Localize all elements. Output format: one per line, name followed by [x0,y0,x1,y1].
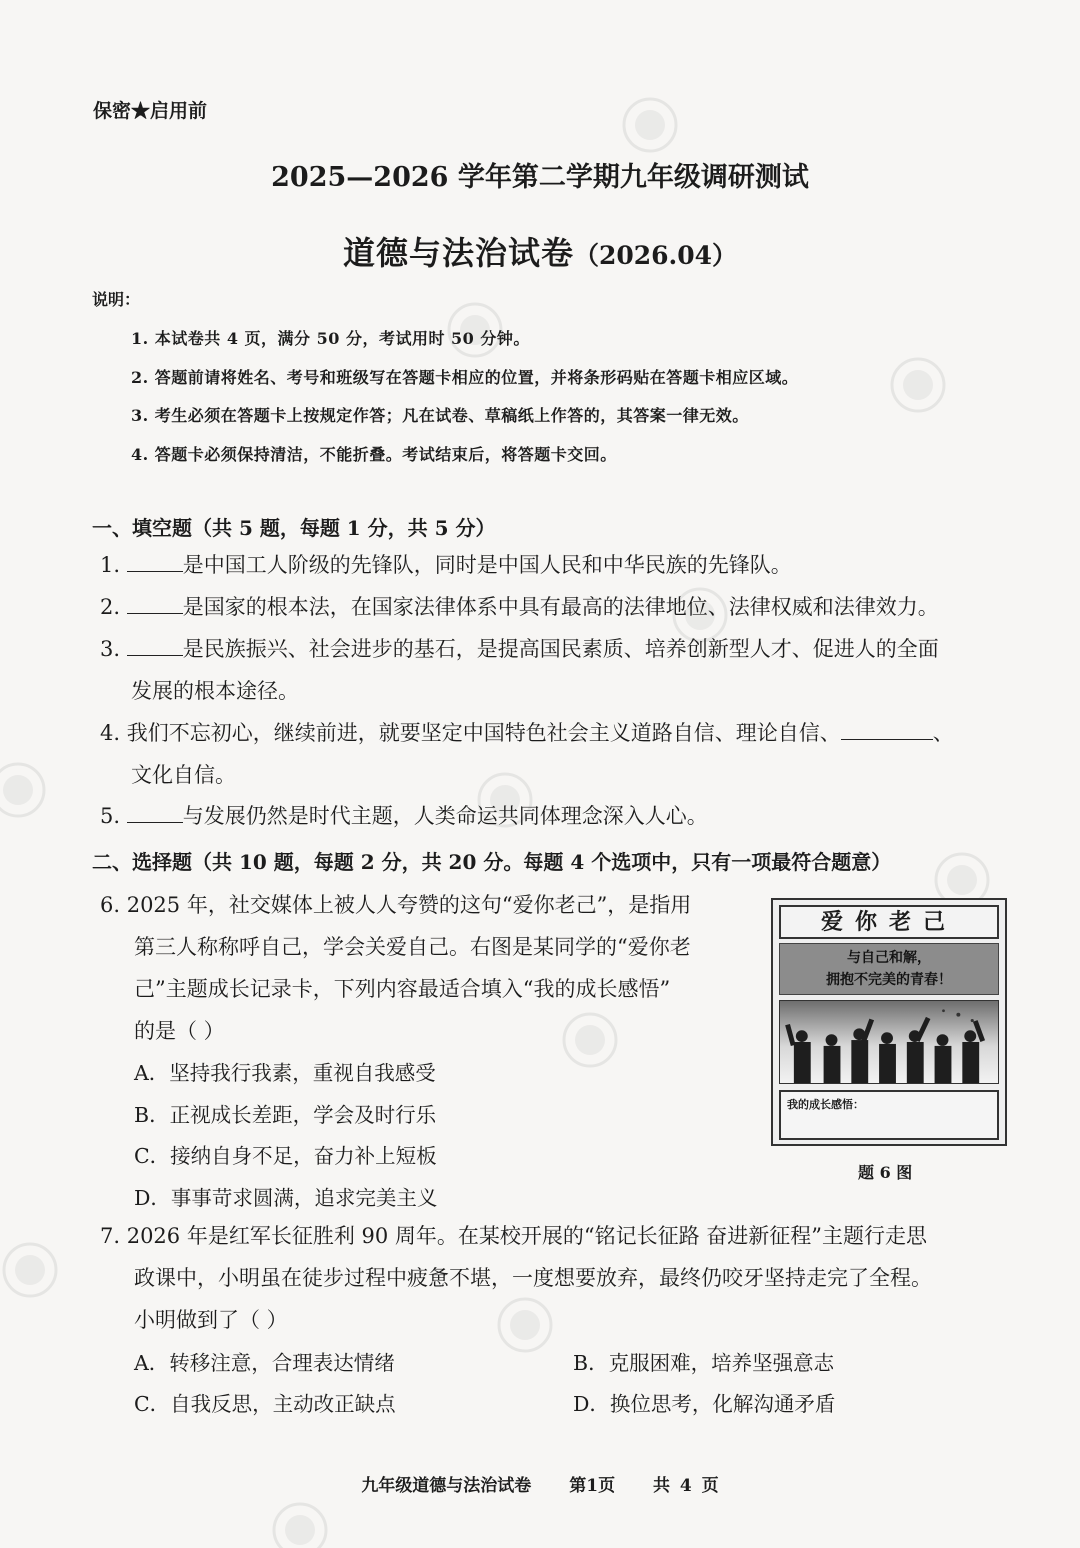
question-1 [100,549,792,579]
question-6-line: 6. 2025 年，社交媒体上被人人夸赞的这句“爱你老己”，是指用 [100,893,692,917]
exam-title: 2025—2026 学年第二学期九年级调研测试 [271,162,809,193]
card-banner [779,943,999,995]
question-number: 3. [100,637,121,661]
question-number: 1. [100,553,121,577]
footer-paper-name: 九年级道德与法治试卷 [361,1476,532,1496]
question-number: 4. [100,721,121,745]
question-5 [100,800,708,830]
question-6-line: 的是（ ） [134,1019,225,1043]
figure-caption: 题 6 图 [858,1163,913,1182]
question-3 [100,633,939,663]
question-number: 5. [100,804,121,828]
answer-blank [127,593,183,614]
question-7-line: 政课中，小明虽在徒步过程中疲惫不堪，一度想要放弃，最终仍咬牙坚持走完了全程。 [134,1266,932,1290]
section2-heading: 二、选择题（共 10 题，每题 2 分，共 20 分。每题 4 个选项中，只有一项最符合题意） [92,850,892,874]
card-title: 爱你老己 [779,905,999,939]
answer-blank [841,719,933,740]
paper-subject: 道德与法治试卷 [342,234,574,272]
paper-title [0,228,1080,274]
answer-blank [127,551,183,572]
question-7-line: 小明做到了（ ） [134,1308,288,1332]
question-text: 是民族振兴、社会进步的基石，是提高国民素质、培养创新型人才、促进人的全面 [182,637,939,661]
question-4 [100,717,954,747]
question-6-option-d: D．事事苛求圆满，追求完美主义 [134,1186,438,1210]
question-text: 我们不忘初心，继续前进，就要坚定中国特色社会主义道路自信、理论自信、 [126,721,841,745]
question-7-option-b: B．克服困难，培养坚强意志 [573,1351,835,1375]
question-text: 是国家的根本法，在国家法律体系中具有最高的法律地位、法律权威和法律效力。 [182,595,939,619]
question-number: 2. [100,595,121,619]
footer-page-number: 第1页 [569,1476,616,1496]
answer-blank [127,802,183,823]
page-footer [0,1471,1080,1496]
question-7-line: 7. 2026 年是红军长征胜利 90 周年。在某校开展的“铭记长征路 奋进新征程”主题行走思 [100,1224,928,1248]
question-6-line: 己”主题成长记录卡，下列内容最适合填入“我的成长感悟” [134,977,671,1001]
section1-heading: 一、填空题（共 5 题，每题 1 分，共 5 分） [92,516,496,540]
question-6-option-b: B．正视成长差距，学会及时行乐 [134,1103,437,1127]
question-6-option-a: A．坚持我行我素，重视自我感受 [134,1061,436,1085]
question-text: 与发展仍然是时代主题，人类命运共同体理念深入人心。 [182,804,708,828]
notes-heading: 说明： [92,290,141,309]
question-7-option-c: C．自我反思，主动改正缺点 [134,1392,396,1416]
note-item: 2. 答题前请将姓名、考号和班级写在答题卡相应的位置，并将条形码贴在答题卡相应区域。 [131,368,799,387]
question-3-cont: 发展的根本途径。 [131,679,299,703]
footer-total-pages: 共 4 页 [653,1476,719,1496]
paper-date: （2026.04） [573,241,738,270]
card-banner-line: 与自己和解， [847,950,931,966]
question-6-option-c: C．接纳自身不足，奋力补上短板 [134,1144,437,1168]
card-banner-line: 拥抱不完美的青春！ [826,972,952,988]
answer-blank [127,635,183,656]
note-item: 3. 考生必须在答题卡上按规定作答；凡在试卷、草稿纸上作答的，其答案一律无效。 [131,406,749,425]
question-7-option-a: A．转移注意，合理表达情绪 [134,1351,395,1375]
note-item: 1. 本试卷共 4 页，满分 50 分，考试用时 50 分钟。 [131,329,530,348]
question-text: 是中国工人阶级的先锋队，同时是中国人民和中华民族的先锋队。 [182,553,792,577]
question-6-line: 第三人称称呼自己，学会关爱自己。右图是某同学的“爱你老 [134,935,691,959]
note-item: 4. 答题卡必须保持清洁，不能折叠。考试结束后，将答题卡交回。 [131,445,617,464]
question-2 [100,591,939,621]
growth-reflection-label: 我的成长感悟： [787,1098,864,1111]
students-silhouette-image [779,1000,999,1084]
growth-reflection-box [779,1090,999,1140]
question-7-option-d: D．换位思考，化解沟通矛盾 [573,1392,836,1416]
confidential-mark: 保密★启用前 [93,100,208,122]
question-4-cont: 文化自信。 [131,763,236,787]
question-comma: 、 [932,721,954,745]
growth-record-card [771,898,1007,1146]
